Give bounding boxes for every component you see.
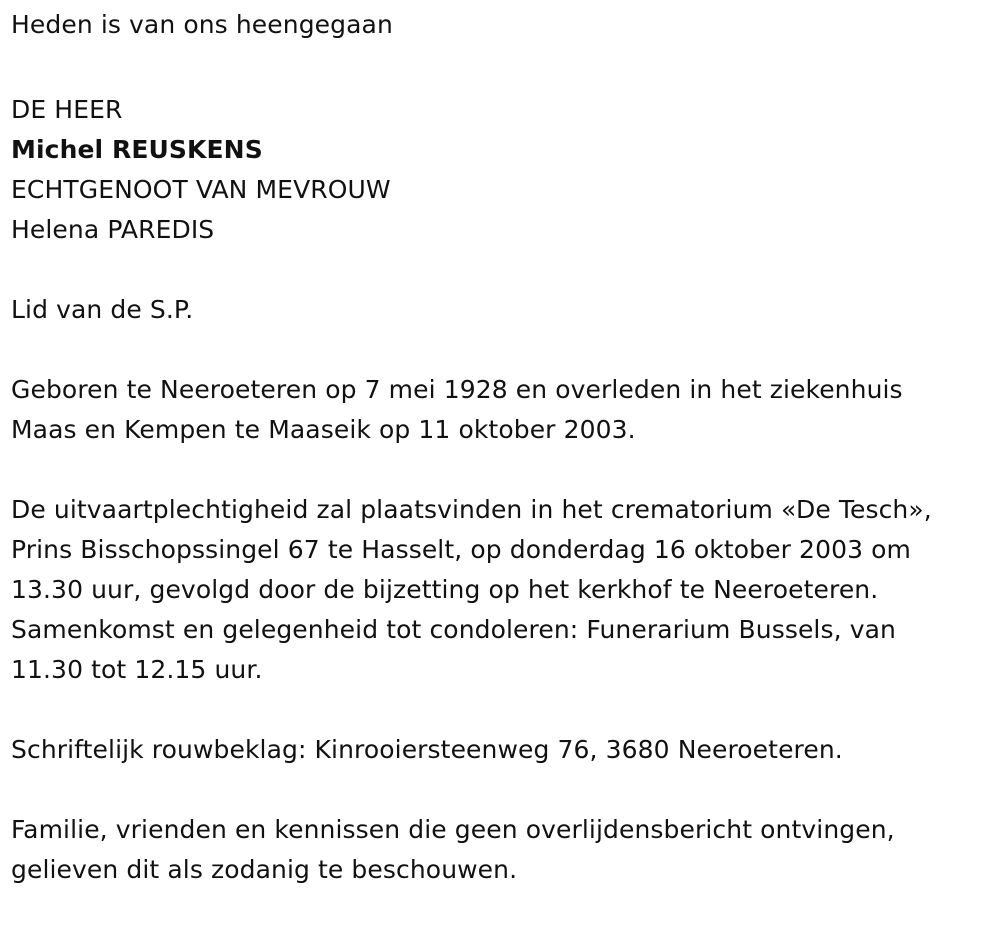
deceased-name: Michel REUSKENS xyxy=(11,135,263,164)
ceremony-line: De uitvaartplechtigheid zal plaatsvinden in het crematorium «De Tesch», xyxy=(11,495,932,524)
ceremony-line: 13.30 uur, gevolgd door de bijzetting op het kerkhof te Neeroeteren. xyxy=(11,575,879,604)
section-spacer xyxy=(11,770,991,810)
birth-death-line: Maas en Kempen te Maaseik op 11 oktober 2003. xyxy=(11,415,636,444)
ceremony-line: 11.30 tot 12.15 uur. xyxy=(11,655,263,684)
intro-line: Heden is van ons heengegaan xyxy=(11,10,393,39)
ceremony-paragraph xyxy=(11,490,991,690)
spouse-name: Helena PAREDIS xyxy=(11,215,215,244)
honorific: DE HEER xyxy=(11,95,123,124)
membership-line: Lid van de S.P. xyxy=(11,295,194,324)
section-spacer xyxy=(11,690,991,730)
closing-paragraph xyxy=(11,810,991,890)
section-spacer xyxy=(11,330,991,370)
ceremony-line: Prins Bisschopssingel 67 te Hasselt, op donderdag 16 oktober 2003 om xyxy=(11,535,911,564)
condolence-address: Schriftelijk rouwbeklag: Kinrooiersteenweg 76, 3680 Neeroeteren. xyxy=(11,735,843,764)
ceremony-line: Samenkomst en gelegenheid tot condoleren: Funerarium Bussels, van xyxy=(11,615,896,644)
section-spacer xyxy=(11,250,991,290)
obituary-notice xyxy=(11,0,991,890)
spouse-label: ECHTGENOOT VAN MEVROUW xyxy=(11,175,391,204)
section-spacer xyxy=(11,450,991,490)
birth-death-paragraph xyxy=(11,370,991,450)
closing-line: Familie, vrienden en kennissen die geen overlijdensbericht ontvingen, xyxy=(11,815,895,844)
closing-line: gelieven dit als zodanig te beschouwen. xyxy=(11,855,518,884)
birth-death-line: Geboren te Neeroeteren op 7 mei 1928 en overleden in het ziekenhuis xyxy=(11,375,903,404)
